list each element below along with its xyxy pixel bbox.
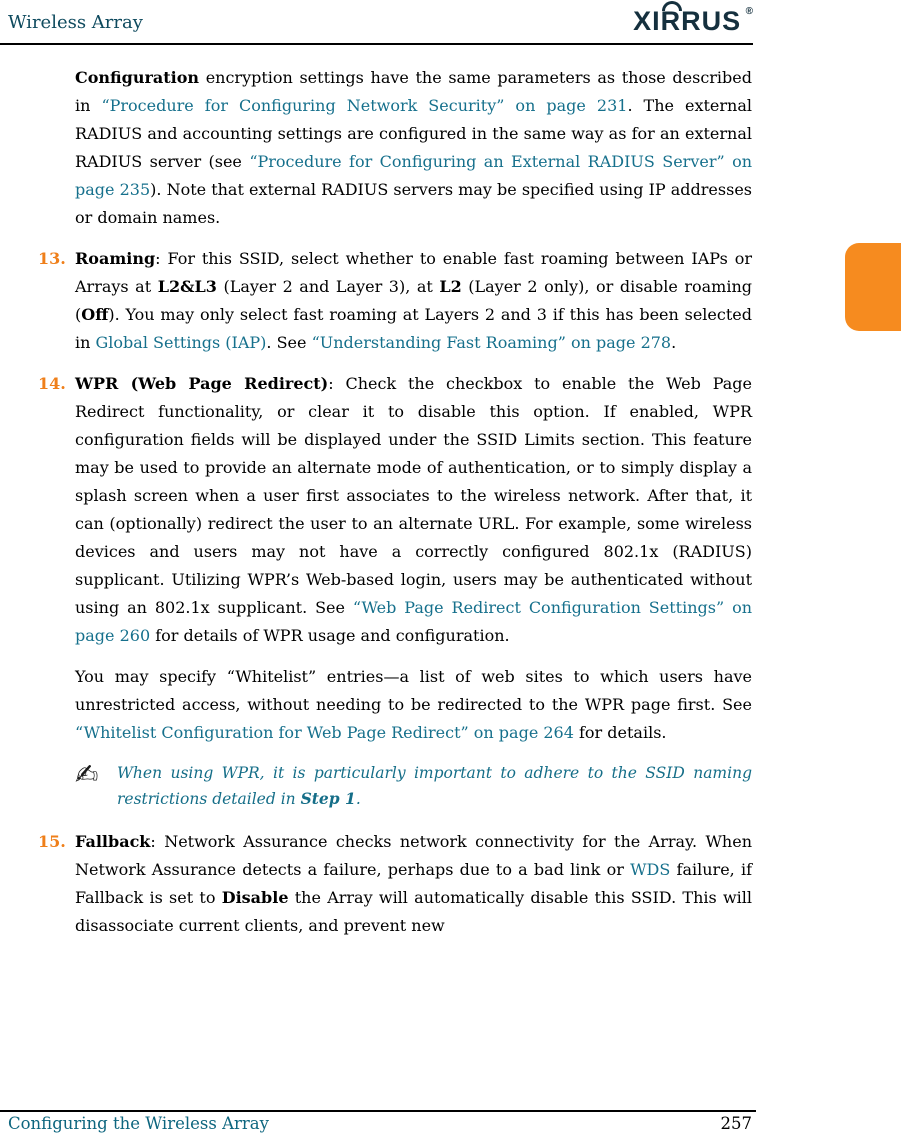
inline-cross-reference-link[interactable]: “Procedure for Configuring an External RADIUS Server” on page 235 — [75, 152, 753, 199]
text-segment: Disable — [221, 888, 289, 907]
logo-text: XIRRUS — [633, 6, 742, 36]
text-segment: When using WPR, it is particularly important to adhere to the SSID naming restrictions detailed in — [117, 764, 752, 808]
text-segment: . — [671, 333, 677, 352]
text-segment: Step 1 — [300, 789, 356, 808]
item-13-paragraph — [75, 245, 752, 357]
text-segment: ). You may only select fast roaming at Layers 2 and 3 if this has been selected in — [75, 305, 752, 352]
list-item-13-body — [75, 245, 752, 357]
text-segment: failure, if Fallback is set to — [75, 860, 752, 907]
text-segment: (Layer 2 only), or disable roaming ( — [75, 277, 752, 324]
inline-cross-reference-link[interactable]: “Procedure for Configuring Network Security” on page 231 — [101, 96, 628, 115]
text-segment: Roaming — [75, 249, 156, 268]
intro-paragraph — [75, 64, 752, 232]
text-segment: WPR (Web Page Redirect) — [75, 374, 329, 393]
text-segment: . — [355, 790, 361, 808]
pencil-note-icon: ✍ — [75, 758, 99, 791]
header-doc-title: Wireless Array — [8, 12, 143, 33]
footer-page-number: 257 — [720, 1114, 752, 1133]
list-number-14: 14. — [38, 374, 66, 393]
text-segment: Off — [81, 305, 109, 324]
list-item-14-body — [75, 370, 752, 747]
logo-signal-arc-icon — [662, 1, 682, 11]
chapter-side-tab — [845, 243, 901, 331]
inline-cross-reference-link[interactable]: “Understanding Fast Roaming” on page 278 — [311, 333, 672, 352]
text-segment: for details. — [573, 723, 667, 742]
xirrus-logo — [633, 6, 753, 37]
text-segment: encryption settings have the same parameters as those described in — [75, 68, 752, 115]
note-text — [117, 760, 752, 812]
text-segment: ). Note that external RADIUS servers may be specified using IP addresses or domain names. — [75, 180, 753, 227]
text-segment: Configuration — [75, 68, 200, 87]
inline-cross-reference-link[interactable]: WDS — [630, 860, 671, 879]
footer-section-title: Configuring the Wireless Array — [8, 1114, 269, 1133]
registered-trademark-symbol: ® — [745, 6, 753, 17]
item-14-paragraph-1 — [75, 370, 752, 650]
text-segment: : Network Assurance checks network connectivity for the Array. When Network Assurance detects a failure, perhaps due to a bad link or — [75, 832, 752, 879]
page-body — [38, 64, 752, 953]
inline-cross-reference-link[interactable]: Global Settings (IAP) — [95, 333, 267, 352]
item-15-paragraph — [75, 828, 752, 940]
text-segment: : Check the checkbox to enable the Web Page Redirect functionality, or clear it to disable this option. If enabled, WPR configuration fields will be displayed under the SSID Limits section. This feature may be used to provide an alternate mode of authentication, or to simply display a splash screen when a user first associates to the wireless network. After that, it can (optionally) redirect the user to an alternate URL. For example, some wireless devices and users may not have a correctly configured 802.1x (RADIUS) supplicant. Utilizing WPR’s Web-based login, users may be authenticated without using an 802.1x supplicant. See — [75, 374, 753, 617]
text-segment: the Array will automatically disable this SSID. This will disassociate current clients, and prevent new — [75, 888, 752, 935]
list-item-15 — [38, 828, 752, 940]
list-item-13 — [38, 245, 752, 357]
text-segment: : For this SSID, select whether to enable fast roaming between IAPs or Arrays at — [75, 249, 752, 296]
header-divider — [0, 43, 753, 45]
list-item-15-body — [75, 828, 752, 940]
inline-cross-reference-link[interactable]: “Web Page Redirect Configuration Settings” on page 260 — [75, 598, 753, 645]
list-number-15: 15. — [38, 832, 66, 851]
text-segment: for details of WPR usage and configuration. — [150, 626, 510, 645]
text-segment: Fallback — [75, 832, 151, 851]
text-segment: L2 — [439, 277, 462, 296]
text-segment: L2&L3 — [157, 277, 217, 296]
list-item-14 — [38, 370, 752, 747]
note-callout — [75, 760, 752, 812]
item-14-paragraph-2 — [75, 663, 752, 747]
inline-cross-reference-link[interactable]: “Whitelist Configuration for Web Page Redirect” on page 264 — [75, 723, 574, 742]
text-segment: . See — [266, 333, 312, 352]
footer-divider — [0, 1110, 756, 1112]
text-segment: (Layer 2 and Layer 3), at — [216, 277, 440, 296]
text-segment: You may specify “Whitelist” entries—a list of web sites to which users have unrestricted access, without needing to be redirected to the WPR page first. See — [75, 667, 752, 714]
list-number-13: 13. — [38, 249, 66, 268]
text-segment: . The external RADIUS and accounting settings are configured in the same way as for an external RADIUS server (see — [75, 96, 752, 171]
